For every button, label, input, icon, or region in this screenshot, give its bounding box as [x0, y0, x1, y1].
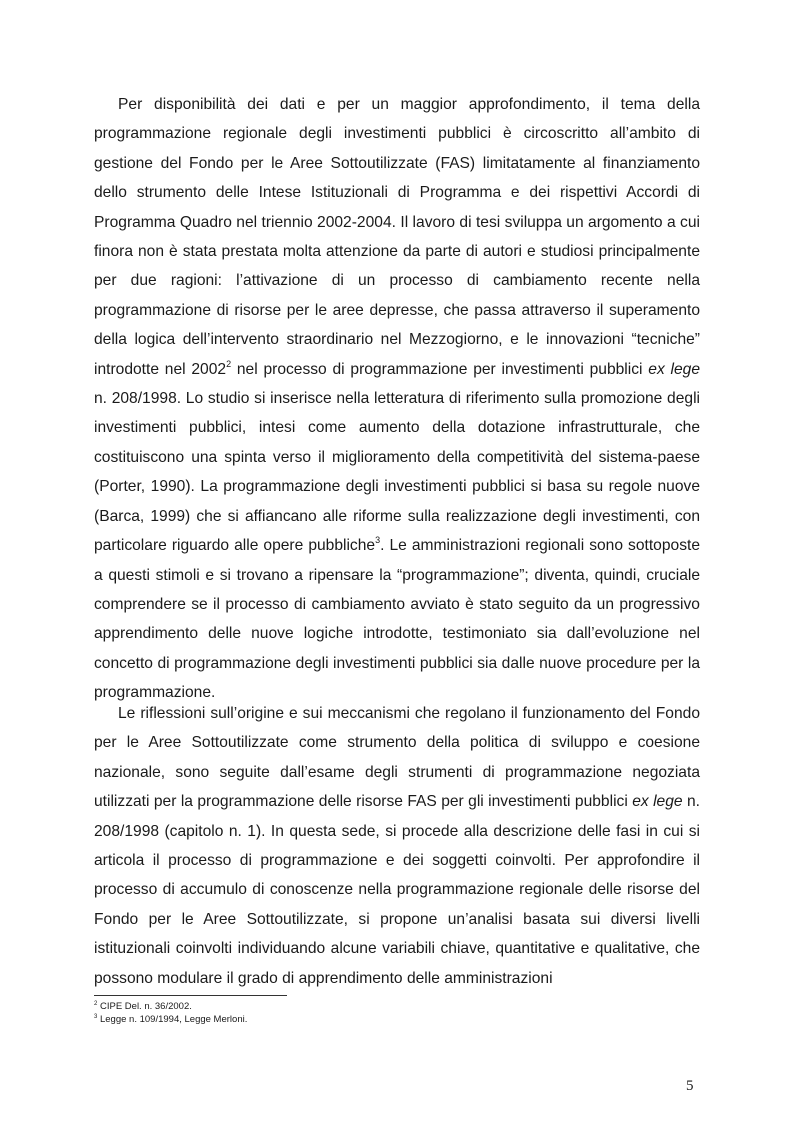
- paragraph-text: Le riflessioni sull’origine e sui meccanismi che regolano il funzionamento del Fondo per le Aree Sottoutilizzate come strumento della politica di sviluppo e coesione nazionale, sono seguite dall’esame degli strumenti di programmazione negoziata utilizzati per la programmazione delle risorse FAS per gli investimenti pubblici: [94, 705, 700, 811]
- page-number: 5: [686, 1078, 694, 1094]
- paragraph-text: n. 208/1998. Lo studio si inserisce nella letteratura di riferimento sulla promozione degli investimenti pubblici, intesi come aumento della dotazione infrastrutturale, che costituiscono una spinta verso il miglioramento della competitività del sistema-paese (Porter, 1990). La programmazione degli investimenti pubblici si basa su regole nuove (Barca, 1999) che si affiancano alle riforme sulla realizzazione degli investimenti, con particolare riguardo alle opere pubbliche: [94, 390, 700, 555]
- footnote-number: 3: [94, 1014, 98, 1020]
- footnote-number: 2: [94, 1001, 98, 1007]
- footnote-text: CIPE Del. n. 36/2002.: [97, 1001, 192, 1012]
- paragraph-text: n. 208/1998 (capitolo n. 1). In questa sede, si procede alla descrizione delle fasi in cui si articola il processo di programmazione e dei soggetti coinvolti. Per approfondire il processo di accumulo di conoscenze nella programmazione regionale delle risorse del Fondo per le Aree Sottoutilizzate, si propone un’analisi basata sui diversi livelli istituzionali coinvolti individuando alcune variabili chiave, quantitative e qualitative, che possono modulare il grado di apprendimento delle amministrazioni: [94, 793, 700, 987]
- footnote-text: Legge n. 109/1994, Legge Merloni.: [97, 1014, 248, 1025]
- footnote-ref-3: 3: [375, 535, 381, 546]
- footnote-3: [94, 1014, 247, 1026]
- body-paragraph-1: [94, 90, 700, 708]
- paragraph-text: nel processo di programmazione per investimenti pubblici: [231, 360, 649, 378]
- footnote-ref-2: 2: [226, 358, 232, 369]
- paragraph-text: . Le amministrazioni regionali sono sottoposte a questi stimoli e si trovano a ripensare la “programmazione”; diventa, quindi, cruciale comprendere se il processo di cambiamento avviato è stato seguito da un progressivo apprendimento delle nuove logiche introdotte, testimoniato sia dall’evoluzione nel concetto di programmazione degli investimenti pubblici sia dalle nuove procedure per la programmazione.: [94, 537, 700, 702]
- italic-term: ex lege: [648, 360, 700, 378]
- footnote-2: [94, 1001, 192, 1013]
- body-paragraph-2: [94, 699, 700, 993]
- paragraph-text: Per disponibilità dei dati e per un maggior approfondimento, il tema della programmazione regionale degli investimenti pubblici è circoscritto all’ambito di gestione del Fondo per le Aree Sottoutilizzate (FAS) limitatamente al finanziamento dello strumento delle Intese Istituzionali di Programma e dei rispettivi Accordi di Programma Quadro nel triennio 2002-2004. Il lavoro di tesi sviluppa un argomento a cui finora non è stata prestata molta attenzione da parte di autori e studiosi principalmente per due ragioni: l’attivazione di un processo di cambiamento recente nella programmazione di risorse per le aree depresse, che passa attraverso il superamento della logica dell’intervento straordinario nel Mezzogiorno, e le innovazioni “tecniche” introdotte nel 2002: [94, 96, 700, 378]
- footnote-separator: [94, 995, 287, 996]
- italic-term: ex lege: [632, 793, 683, 811]
